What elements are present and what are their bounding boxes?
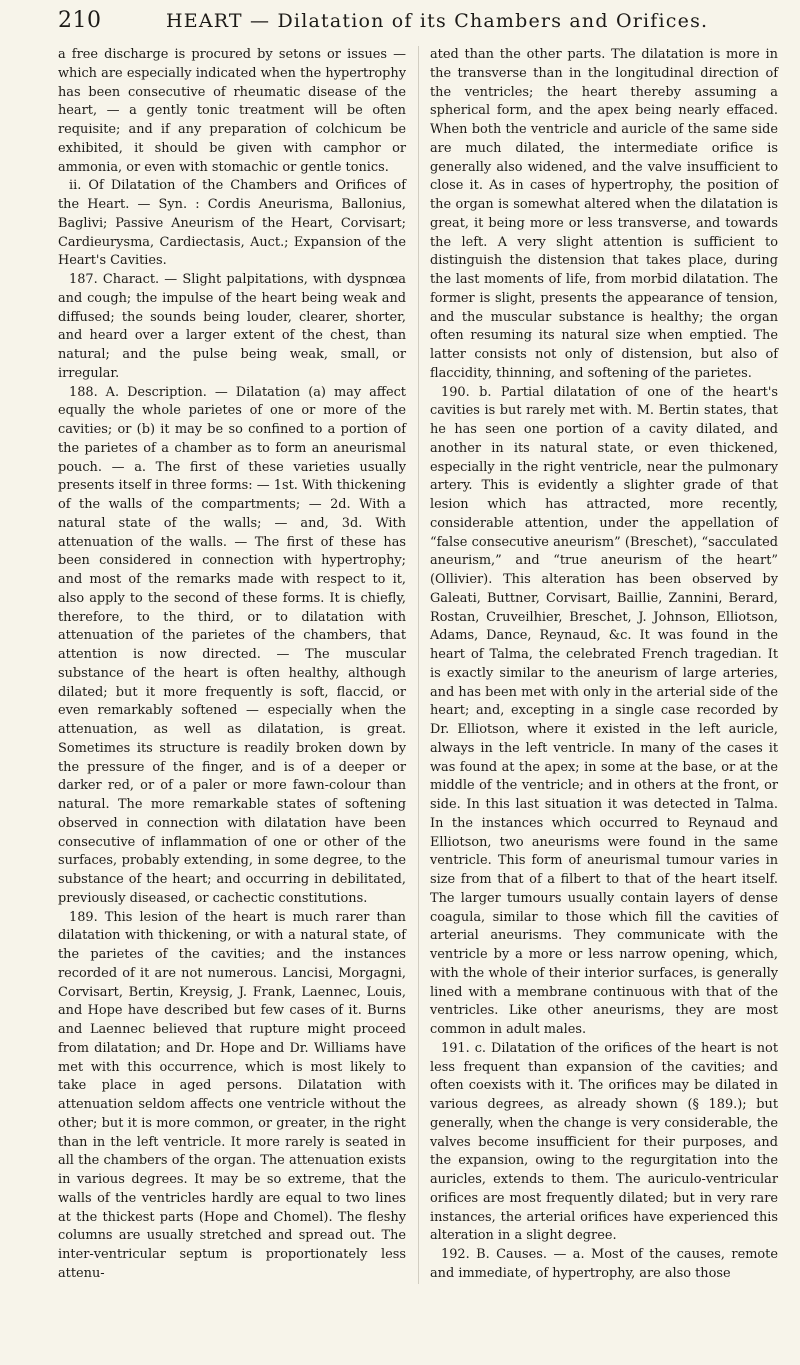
left-column (58, 46, 406, 1284)
running-head: HEART — Dilatation of its Chambers and Orifices. (166, 10, 709, 32)
paragraph: 188. A. Description. — Dilatation (a) may affect equally the whole parietes of one or more of the cavities; or (b) it may be so confined to a portion of the parietes of a chamber as to form an aneurismal pouch. — a. The first of these varieties usually presents itself in three forms: — 1st. With thickening of the walls of the compartments; — 2d. With a natural state of the walls; — and, 3d. With attenuation of the walls. — The first of these has been considered in connection with hypertrophy; and most of the remarks made with respect to it, also apply to the second of these forms. It is chiefly, therefore, to the third, or to dilatation with attenuation of the parietes of the chambers, that attention is now directed. — The muscular substance of the heart is often healthy, although dilated; but it more frequently is soft, flaccid, or even remarkably softened — especially when the attenuation, as well as dilatation, is great. Sometimes its structure is readily broken down by the pressure of the finger, and is of a deeper or darker red, or of a paler or more fawn-colour than natural. The more remarkable states of softening observed in connection with dilatation have been consecutive of inflammation of one or other of the surfaces, probably extending, in some degree, to the substance of the heart; and occurring in debilitated, previously diseased, or cachectic constitutions. (58, 384, 406, 906)
column-divider (418, 46, 419, 1284)
paragraph: a free discharge is procured by setons or issues — which are especially indicated when the hypertrophy has been consecutive of rheumatic disease of the heart, — a gently tonic treatment will be often requisite; and if any preparation of colchicum be exhibited, it should be given with camphor or ammonia, or even with stomachic or gentle tonics. (58, 47, 406, 175)
text-columns (58, 46, 778, 1284)
page-header (58, 8, 778, 44)
paragraph: ii. Of Dilatation of the Chambers and Orifices of the Heart. — Syn. : Cordis Aneurisma, Ballonius, Baglivi; Passive Aneurism of the Heart, Corvisart; Cardieurysma, Cardiectasis, Auct.; Expansion of the Heart's Cavities. (58, 178, 406, 269)
paragraph: 190. b. Partial dilatation of one of the heart's cavities is but rarely met with. M. Bertin states, that he has seen one portion of a cavity dilated, and another in its natural state, or even thickened, especially in the right ventricle, near the pulmonary artery. This is evidently a slighter grade of that lesion which has attracted, more recently, considerable attention, under the appellation of “false consecutive aneurism” (Breschet), “sacculated aneurism,” and “true aneurism of the heart” (Ollivier). This alteration has been observed by Galeati, Buttner, Corvisart, Baillie, Zannini, Berard, Rostan, Cruveilhier, Breschet, J. Johnson, Elliotson, Adams, Dance, Reynaud, &c. It was found in the heart of Talma, the celebrated French tragedian. It is exactly similar to the aneurism of large arteries, and has been met with only in the arterial side of the heart; and, excepting in a single case recorded by Dr. Elliotson, where it existed in the left auricle, always in the left ventricle. In many of the cases it was found at the apex; in some at the base, or at the middle of the ventricle; and in others at the front, or side. In this last situation it was detected in Talma. In the instances which occurred to Reynaud and Elliotson, two aneurisms were found in the same ventricle. This form of aneurismal tumour varies in size from that of a filbert to that of the heart itself. The larger tumours usually contain layers of dense coagula, similar to those which fill the cavities of arterial aneurisms. They communicate with the ventricle by a more or less narrow opening, which, with the whole of their interior surfaces, is generally lined with a membrane continuous with that of the ventricles. Like other aneurisms, they are most common in adult males. (430, 384, 778, 1037)
page-number: 210 (58, 8, 102, 33)
paragraph: 189. This lesion of the heart is much rarer than dilatation with thickening, or with a natural state, of the parietes of the cavities; and the instances recorded of it are not numerous. Lancisi, Morgagni, Corvisart, Bertin, Kreysig, J. Frank, Laennec, Louis, and Hope have described but few cases of it. Burns and Laennec believed that rupture might proceed from dilatation; and Dr. Hope and Dr. Williams have met with this occurrence, which is most likely to take place in aged persons. Dilatation with attenuation seldom affects one ventricle without the other; but it is more common, or greater, in the right than in the left ventricle. It more rarely is seated in all the chambers of the organ. The attenuation exists in various degrees. It may be so extreme, that the walls of the ventricles hardly are equal to two lines at the thickest parts (Hope and Chomel). The fleshy columns are usually stretched and spread out. The inter-ventricular septum is proportionately less attenu- (58, 909, 406, 1281)
paragraph: ated than the other parts. The dilatation is more in the transverse than in the longitudinal direction of the ventricles; the heart thereby assuming a spherical form, and the apex being nearly effaced. When both the ventricle and auricle of the same side are much dilated, the intermediate orifice is generally also widened, and the valve insufficient to close it. As in cases of hypertrophy, the position of the organ is somewhat altered when the dilatation is great, it being more or less transverse, and towards the left. A very slight attention is sufficient to distinguish the distension that takes place, during the last moments of life, from morbid dilatation. The former is slight, presents the appearance of tension, and the muscular substance is healthy; the organ often resuming its natural size when emptied. The latter consists not only of distension, but also of flaccidity, thinning, and softening of the parietes. (430, 47, 778, 381)
right-column (430, 46, 778, 1284)
paragraph: 187. Charact. — Slight palpitations, with dyspnœa and cough; the impulse of the heart being weak and diffused; the sounds being louder, clearer, shorter, and heard over a larger extent of the chest, than natural; and the pulse being weak, small, or irregular. (58, 272, 406, 381)
paragraph: 191. c. Dilatation of the orifices of the heart is not less frequent than expansion of the cavities; and often coexists with it. The orifices may be dilated in various degrees, as already shown (§ 189.); but generally, when the change is very considerable, the valves become insufficient for their purposes, and the expansion, owing to the regurgitation into the auricles, extends to them. The auriculo-ventricular orifices are most frequently dilated; but in very rare instances, the arterial orifices have experienced this alteration in a slight degree. (430, 1040, 778, 1244)
paragraph: 192. B. Causes. — a. Most of the causes, remote and immediate, of hypertrophy, are also those (430, 1247, 778, 1281)
